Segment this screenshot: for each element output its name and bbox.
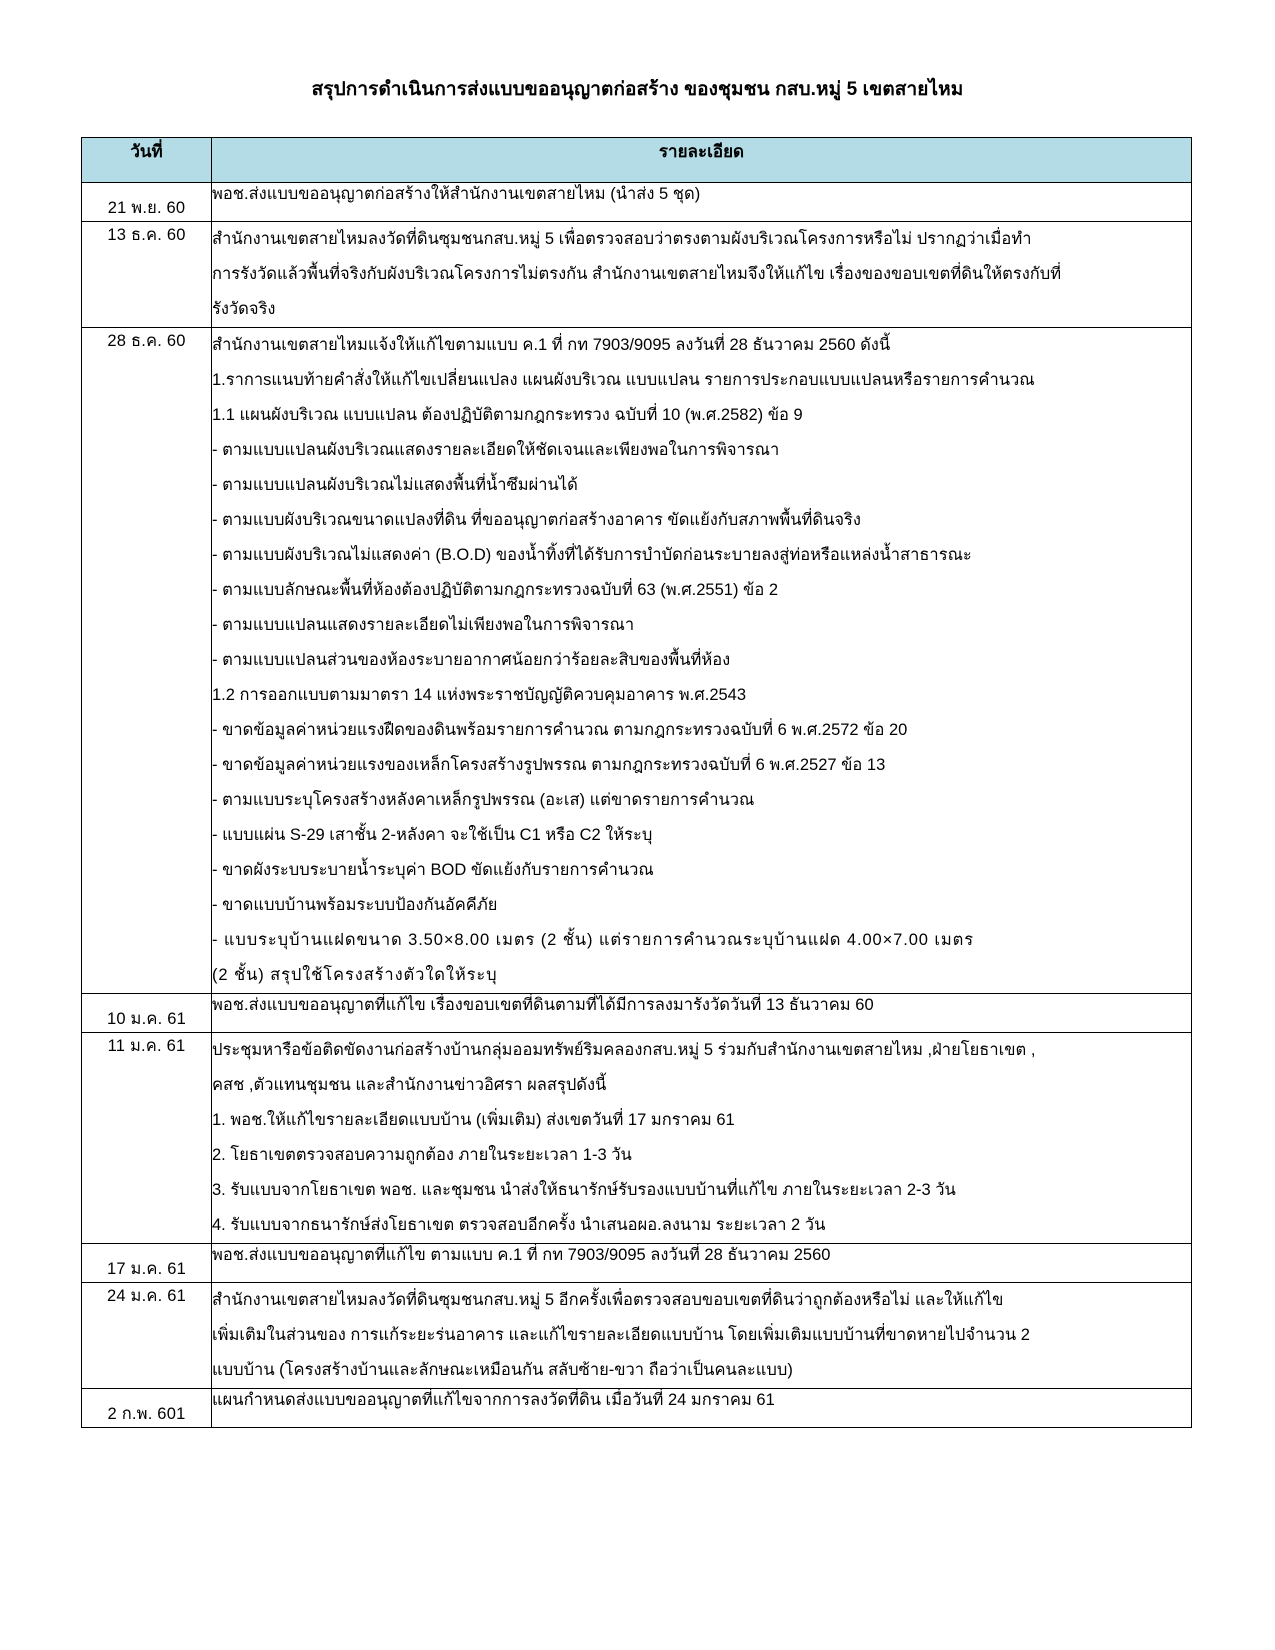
table-row — [82, 222, 1192, 328]
table-head — [82, 138, 1192, 183]
detail-line: ประชุมหารือข้อติดขัดงานก่อสร้างบ้านกลุ่มออมทรัพย์ริมคลองกสบ.หมู่ 5 ร่วมกับสำนักงานเขตสายไหม ,ฝ่ายโยธาเขต , — [212, 1041, 1036, 1059]
cell-date: 28 ธ.ค. 60 — [82, 328, 212, 994]
detail-line: พอช.ส่งแบบขออนุญาตที่แก้ไข ตามแบบ ค.1 ที่ กท 7903/9095 ลงวันที่ 28 ธันวาคม 2560 — [212, 1246, 831, 1264]
cell-detail — [212, 222, 1192, 328]
detail-line: - ตามแบบแปลนแสดงรายละเอียดไม่เพียงพอในการพิจารณา — [212, 616, 635, 634]
detail-line: (2 ชั้น) สรุปใช้โครงสร้างตัวใดให้ระบุ — [212, 966, 498, 984]
cell-date: 17 ม.ค. 61 — [82, 1244, 212, 1283]
cell-detail — [212, 1244, 1192, 1283]
detail-line: - ขาดผังระบบระบายน้ำระบุค่า BOD ขัดแย้งกับรายการคำนวณ — [212, 861, 654, 879]
cell-detail — [212, 994, 1192, 1033]
cell-date: 2 ก.พ. 601 — [82, 1389, 212, 1428]
detail-line: 3. รับแบบจากโยธาเขต พอช. และชุมชน นำส่งให้ธนารักษ์รับรองแบบบ้านที่แก้ไข ภายในระยะเวลา 2-3 วัน — [212, 1181, 956, 1199]
detail-line: - แบบแผ่น S-29 เสาชั้น 2-หลังคา จะใช้เป็น C1 หรือ C2 ให้ระบุ — [212, 826, 653, 844]
detail-line: - ตามแบบแปลนผังบริเวณแสดงรายละเอียดให้ชัดเจนและเพียงพอในการพิจารณา — [212, 441, 780, 459]
detail-line: - ขาดแบบบ้านพร้อมระบบป้องกันอัคคีภัย — [212, 896, 498, 914]
detail-line: - ตามแบบลักษณะพื้นที่ห้องต้องปฏิบัติตามกฎกระทรวงฉบับที่ 63 (พ.ศ.2551) ข้อ 2 — [212, 581, 778, 599]
detail-line: - ตามแบบแปลนผังบริเวณไม่แสดงพื้นที่น้ำซึมผ่านได้ — [212, 476, 578, 494]
detail-line: - ตามแบบผังบริเวณขนาดแปลงที่ดิน ที่ขออนุญาตก่อสร้างอาคาร ขัดแย้งกับสภาพพื้นที่ดินจริง — [212, 511, 861, 529]
summary-table-wrapper — [81, 137, 1191, 1428]
table-row — [82, 994, 1192, 1033]
cell-date: 11 ม.ค. 61 — [82, 1033, 212, 1244]
column-header-detail: รายละเอียด — [212, 138, 1192, 183]
cell-date: 13 ธ.ค. 60 — [82, 222, 212, 328]
cell-detail — [212, 183, 1192, 222]
cell-detail — [212, 1033, 1192, 1244]
detail-line: 1.รากาsแนบท้ายคำสั่งให้แก้ไขเปลี่ยนแปลง แผนผังบริเวณ แบบแปลน รายการประกอบแบบแปลนหรือรายการคำนวณ — [212, 371, 1035, 389]
table-row — [82, 328, 1192, 994]
detail-line: สำนักงานเขตสายไหมแจ้งให้แก้ไขตามแบบ ค.1 ที่ กท 7903/9095 ลงวันที่ 28 ธันวาคม 2560 ดังนี้ — [212, 336, 891, 354]
cell-detail — [212, 1283, 1192, 1389]
detail-line: 1.2 การออกแบบตามมาตรา 14 แห่งพระราชบัญญัติควบคุมอาคาร พ.ศ.2543 — [212, 686, 747, 704]
detail-line: การรังวัดแล้วพื้นที่จริงกับผังบริเวณโครงการไม่ตรงกัน สำนักงานเขตสายไหมจึงให้แก้ไข เรื่องของขอบเขตที่ดินให้ตรงกับที่ — [212, 265, 1062, 283]
table-row — [82, 1389, 1192, 1428]
detail-line: สำนักงานเขตสายไหมลงวัดที่ดินซุมชนกสบ.หมู่ 5 อีกครั้งเพื่อตรวจสอบขอบเขตที่ดินว่าถูกต้องหรือไม่ และให้แก้ไข — [212, 1291, 1004, 1309]
detail-line: - ขาดข้อมูลค่าหน่วยแรงของเหล็กโครงสร้างรูปพรรณ ตามกฎกระทรวงฉบับที่ 6 พ.ศ.2527 ข้อ 13 — [212, 756, 886, 774]
detail-line: พอช.ส่งแบบขออนุญาตที่แก้ไข เรื่องขอบเขตที่ดินตามที่ได้มีการลงมารังวัดวันที่ 13 ธันวาคม 60 — [212, 996, 874, 1014]
detail-line: สำนักงานเขตสายไหมลงวัดที่ดินซุมชนกสบ.หมู่ 5 เพื่อตรวจสอบว่าตรงตามผังบริเวณโครงการหรือไม่ ปรากฏว่าเมื่อทำ — [212, 230, 1032, 248]
detail-line: - ขาดข้อมูลค่าหน่วยแรงฝืดของดินพร้อมรายการคำนวณ ตามกฎกระทรวงฉบับที่ 6 พ.ศ.2572 ข้อ 20 — [212, 721, 908, 739]
cell-date: 24 ม.ค. 61 — [82, 1283, 212, 1389]
detail-line: รังวัดจริง — [212, 300, 276, 318]
detail-line: 1. พอช.ให้แก้ไขรายละเอียดแบบบ้าน (เพิ่มเติม) ส่งเขตวันที่ 17 มกราคม 61 — [212, 1111, 735, 1129]
detail-line: - ตามแบบแปลนส่วนของห้องระบายอากาศน้อยกว่าร้อยละสิบของพื้นที่ห้อง — [212, 651, 731, 669]
table-row — [82, 1244, 1192, 1283]
cell-detail — [212, 1389, 1192, 1428]
table-body — [82, 183, 1192, 1428]
page-title: สรุปการดำเนินการส่งแบบขออนุญาตก่อสร้าง ของชุมชน กสบ.หมู่ 5 เขตสายไหม — [311, 79, 964, 100]
detail-line: คสช ,ตัวแทนชุมชน และสำนักงานข่าวอิศรา ผลสรุปดังนี้ — [212, 1076, 607, 1094]
detail-line: 4. รับแบบจากธนารักษ์ส่งโยธาเขต ตรวจสอบอีกครั้ง นำเสนอผอ.ลงนาม ระยะเวลา 2 วัน — [212, 1216, 826, 1234]
cell-detail — [212, 328, 1192, 994]
table-row — [82, 183, 1192, 222]
detail-line: - ตามแบบระบุโครงสร้างหลังคาเหล็กรูปพรรณ (อะเส) แต่ขาดรายการคำนวณ — [212, 791, 755, 809]
table-row — [82, 1033, 1192, 1244]
detail-line: แผนกำหนดส่งแบบขออนุญาตที่แก้ไขจากการลงวัดที่ดิน เมื่อวันที่ 24 มกราคม 61 — [212, 1391, 775, 1409]
column-header-date: วันที่ — [82, 138, 212, 183]
detail-line: 1.1 แผนผังบริเวณ แบบแปลน ต้องปฏิบัติตามกฎกระทรวง ฉบับที่ 10 (พ.ศ.2582) ข้อ 9 — [212, 406, 803, 424]
summary-table — [81, 137, 1192, 1428]
cell-date: 21 พ.ย. 60 — [82, 183, 212, 222]
detail-line: 2. โยธาเขตตรวจสอบความถูกต้อง ภายในระยะเวลา 1-3 วัน — [212, 1146, 632, 1164]
detail-line: เพิ่มเติมในส่วนของ การแก้ระยะร่นอาคาร และแก้ไขรายละเอียดแบบบ้าน โดยเพิ่มเติมแบบบ้านที่ขาดหายไปจำนวน 2 — [212, 1326, 1030, 1344]
cell-date: 10 ม.ค. 61 — [82, 994, 212, 1033]
detail-line: - ตามแบบผังบริเวณไม่แสดงค่า (B.O.D) ของน้ำทิ้งที่ได้รับการบำบัดก่อนระบายลงสู่ท่อหรือแหล่งน้ำสาธารณะ — [212, 546, 972, 564]
detail-line: - แบบระบุบ้านแฝดขนาด 3.50×8.00 เมตร (2 ชั้น) แต่รายการคำนวณระบุบ้านแฝด 4.00×7.00 เมตร — [212, 931, 975, 949]
detail-line: แบบบ้าน (โครงสร้างบ้านและลักษณะเหมือนกัน สลับซ้าย-ขวา ถือว่าเป็นคนละแบบ) — [212, 1361, 793, 1379]
detail-line: พอช.ส่งแบบขออนุญาตก่อสร้างให้สำนักงานเขตสายไหม (นำส่ง 5 ชุด) — [212, 185, 701, 203]
table-header-row — [82, 138, 1192, 183]
table-row — [82, 1283, 1192, 1389]
